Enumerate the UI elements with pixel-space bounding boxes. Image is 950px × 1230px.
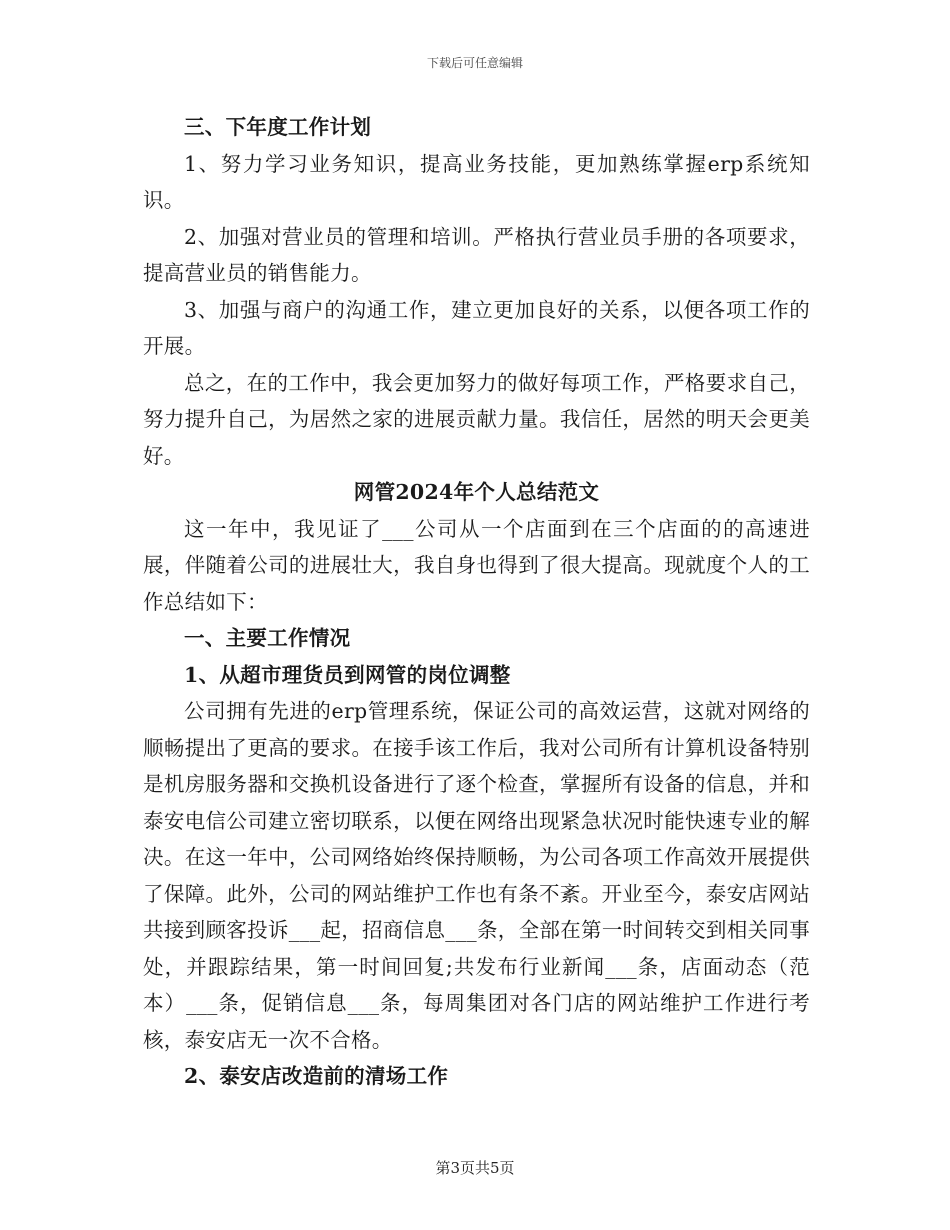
subheading-store-clearing: 2、泰安店改造前的清场工作: [184, 1064, 449, 1088]
page-footer: 第3页共5页: [435, 1159, 515, 1177]
document-body: [143, 109, 810, 1095]
plan-conclusion: 总之，在的工作中，我会更加努力的做好每项工作，严格要求自己，努力提升自己，为居然之家的进展贡献力量。我信任，居然的明天会更美好。: [143, 370, 810, 468]
article-title: 网管2024年个人总结范文: [353, 480, 600, 504]
section-heading-main-work: 一、主要工作情况: [184, 626, 351, 650]
article-intro: 这一年中，我见证了___公司从一个店面到在三个店面的的高速进展，伴随着公司的进展壮大，我自身也得到了很大提高。现就度个人的工作总结如下：: [143, 516, 810, 614]
page-header: 下载后可任意编辑: [426, 56, 523, 70]
subheading-role-change: 1、从超市理货员到网管的岗位调整: [184, 662, 511, 687]
paragraph-role-change: 公司拥有先进的erp管理系统，保证公司的高效运营，这就对网络的顺畅提出了更高的要求。在接手该工作后，我对公司所有计算机设备特别是机房服务器和交换机设备进行了逐个检查，掌握所有设备的信息，并和泰安电信公司建立密切联系，以便在网络出现紧急状况时能快速专业的解决。在这一年中，公司网络始终保持顺畅，为公司各项工作高效开展提供了保障。此外，公司的网站维护工作也有条不紊。开业至今，泰安店网站共接到顾客投诉___起，招商信息___条，全部在第一时间转交到相关同事处，并跟踪结果，第一时间回复;共发布行业新闻___条，店面动态（范本）___条，促销信息___条，每周集团对各门店的网站维护工作进行考核，泰安店无一次不合格。: [143, 699, 810, 1052]
section-heading-plan: 三、下年度工作计划: [184, 115, 372, 139]
plan-item-1: 1、努力学习业务知识，提高业务技能，更加熟练掌握erp系统知识。: [143, 151, 810, 212]
plan-item-2: 2、加强对营业员的管理和培训。严格执行营业员手册的各项要求，提高营业员的销售能力。: [143, 224, 810, 285]
plan-item-3: 3、加强与商户的沟通工作，建立更加良好的关系，以便各项工作的开展。: [143, 297, 810, 358]
